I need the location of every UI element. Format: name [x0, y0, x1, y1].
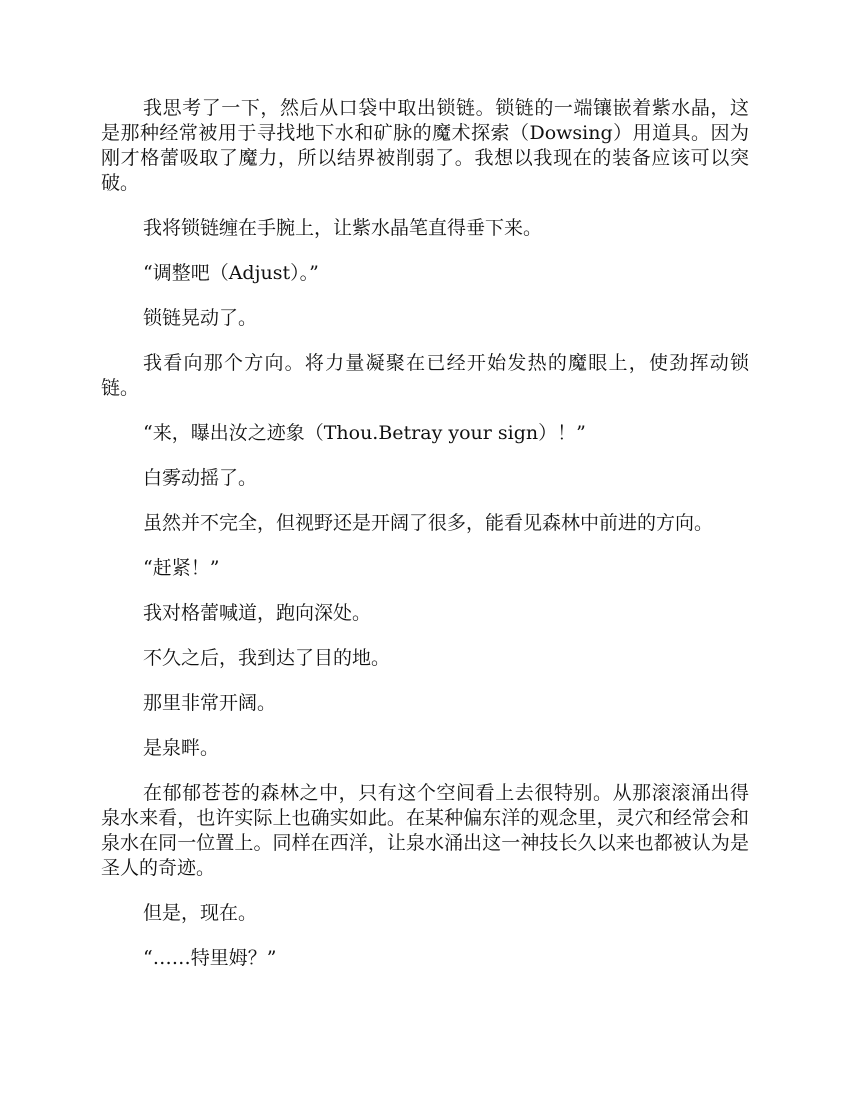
paragraph: 我看向那个方向。将力量凝聚在已经开始发热的魔眼上，使劲挥动锁链。 — [101, 352, 749, 399]
paragraph: 白雾动摇了。 — [143, 467, 258, 489]
document-page — [101, 96, 749, 971]
paragraph: 不久之后，我到达了目的地。 — [143, 647, 391, 669]
paragraph: 但是，现在。 — [143, 902, 258, 924]
paragraph: 锁链晃动了。 — [143, 307, 258, 329]
paragraph: 是泉畔。 — [143, 737, 220, 759]
paragraph: “……特里姆？” — [143, 947, 277, 969]
paragraph: “调整吧（Adjust）。” — [143, 262, 319, 284]
paragraph: 虽然并不完全，但视野还是开阔了很多，能看见森林中前进的方向。 — [143, 512, 714, 534]
paragraph: “来，曝出汝之迹象（Thou.Betray your sign）！” — [143, 422, 586, 444]
paragraph: 我将锁链缠在手腕上，让紫水晶笔直得垂下来。 — [143, 217, 543, 239]
paragraph: 那里非常开阔。 — [143, 692, 277, 714]
paragraph: 在郁郁苍苍的森林之中，只有这个空间看上去很特别。从那滚滚涌出得泉水来看，也许实际上也确实如此。在某种偏东洋的观念里，灵穴和经常会和泉水在同一位置上。同样在西洋，让泉水涌出这一神技长久以来也都被认为是圣人的奇迹。 — [101, 782, 749, 879]
paragraph: 我思考了一下，然后从口袋中取出锁链。锁链的一端镶嵌着紫水晶，这是那种经常被用于寻找地下水和矿脉的魔术探索（Dowsing）用道具。因为刚才格蕾吸取了魔力，所以结界被削弱了。我想以我现在的装备应该可以突破。 — [101, 97, 749, 194]
paragraph: 我对格蕾喊道，跑向深处。 — [143, 602, 372, 624]
paragraph: “赶紧！” — [143, 557, 220, 579]
